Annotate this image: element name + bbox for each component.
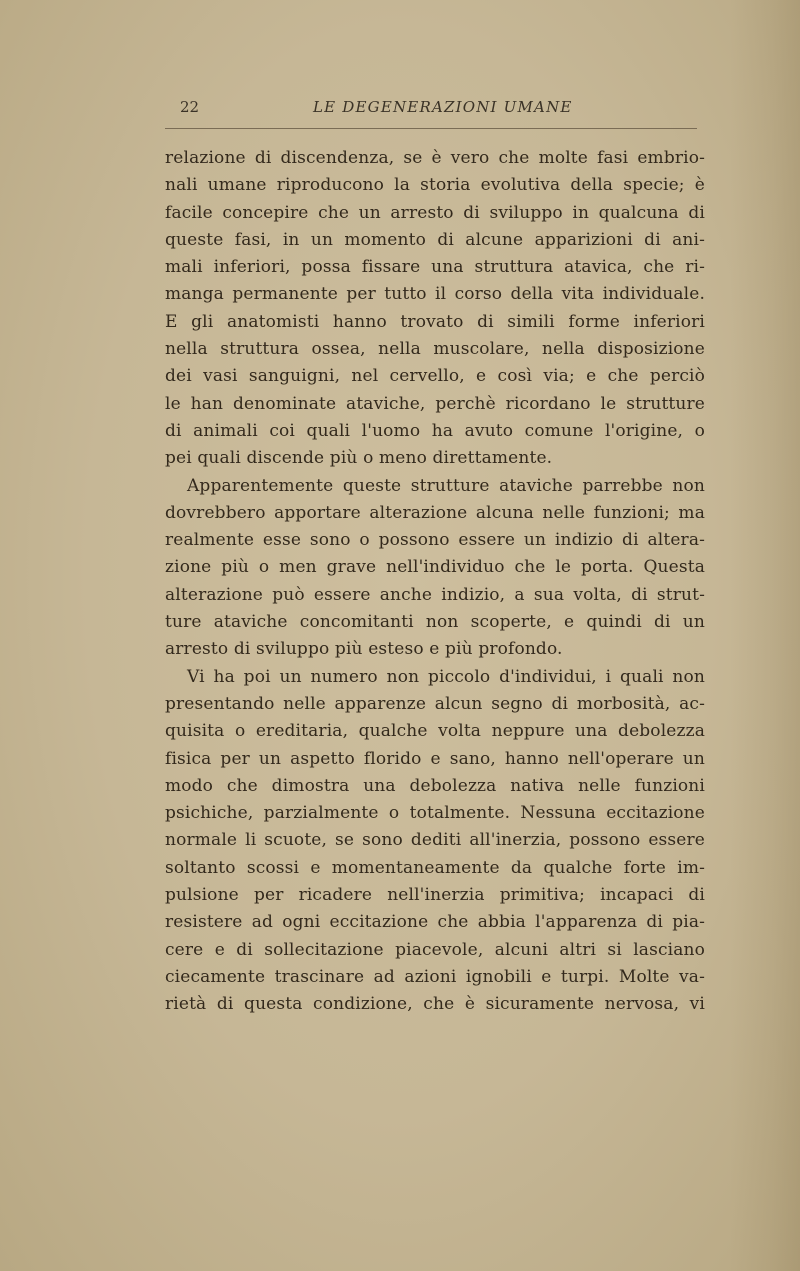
text-line: mali inferiori, possa fissare una struttura atavica, che ri-: [165, 257, 705, 278]
text-line: facile concepire che un arresto di sviluppo in qualcuna di: [165, 202, 705, 223]
text-line: rietà di questa condizione, che è sicuramente nervosa, vi: [165, 994, 705, 1015]
text-line: resistere ad ogni eccitazione che abbia l'apparenza di pia-: [165, 912, 705, 933]
text-line: Vi ha poi un numero non piccolo d'individui, i quali non: [187, 666, 705, 687]
page-number: 22: [180, 98, 200, 116]
text-line: nali umane riproducono la storia evolutiva della specie; è: [165, 175, 705, 196]
header-rule: [165, 128, 697, 129]
text-line: zione più o men grave nell'individuo che le porta. Questa: [165, 557, 705, 578]
text-line: dei vasi sanguigni, nel cervello, e così via; e che perciò: [165, 366, 705, 387]
text-line: queste fasi, in un momento di alcune apparizioni di ani-: [165, 229, 705, 250]
text-line: Apparentemente queste strutture ataviche parrebbe non: [187, 475, 705, 496]
text-line: modo che dimostra una debolezza nativa nelle funzioni: [165, 775, 705, 796]
text-line: ture ataviche concomitanti non scoperte, e quindi di un: [165, 612, 705, 633]
text-line: arresto di sviluppo più esteso e più profondo.: [165, 639, 563, 660]
text-line: realmente esse sono o possono essere un indizio di altera-: [165, 530, 705, 551]
text-line: pei quali discende più o meno direttamente.: [165, 448, 553, 469]
text-line: manga permanente per tutto il corso della vita individuale.: [165, 284, 705, 305]
text-line: pulsione per ricadere nell'inerzia primitiva; incapaci di: [165, 885, 705, 906]
page-edge-shadow: [730, 0, 800, 1271]
text-line: E gli anatomisti hanno trovato di simili forme inferiori: [165, 311, 705, 332]
text-line: alterazione può essere anche indizio, a sua volta, di strut-: [165, 584, 705, 605]
text-line: di animali coi quali l'uomo ha avuto comune l'origine, o: [165, 420, 705, 441]
text-line: psichiche, parzialmente o totalmente. Nessuna eccitazione: [165, 803, 705, 824]
text-line: relazione di discendenza, se è vero che molte fasi embrio-: [165, 148, 705, 168]
text-line: le han denominate ataviche, perchè ricordano le strutture: [165, 393, 705, 414]
text-line: fisica per un aspetto florido e sano, hanno nell'operare un: [165, 748, 705, 769]
text-line: ciecamente trascinare ad azioni ignobili e turpi. Molte va-: [165, 966, 705, 987]
text-line: presentando nelle apparenze alcun segno di morbosità, ac-: [165, 693, 705, 714]
text-line: soltanto scossi e momentaneamente da qualche forte im-: [165, 857, 705, 878]
text-line: normale li scuote, se sono dediti all'inerzia, possono essere: [165, 830, 705, 851]
body-text: [165, 145, 705, 1019]
text-line: cere e di sollecitazione piacevole, alcuni altri si lasciano: [165, 939, 705, 960]
text-line: quisita o ereditaria, qualche volta neppure una debolezza: [165, 721, 705, 742]
text-line: dovrebbero apportare alterazione alcuna nelle funzioni; ma: [165, 502, 705, 523]
running-title: LE DEGENERAZIONI UMANE: [313, 98, 573, 116]
text-line: nella struttura ossea, nella muscolare, nella disposizione: [165, 339, 705, 360]
page-header: [165, 98, 700, 120]
